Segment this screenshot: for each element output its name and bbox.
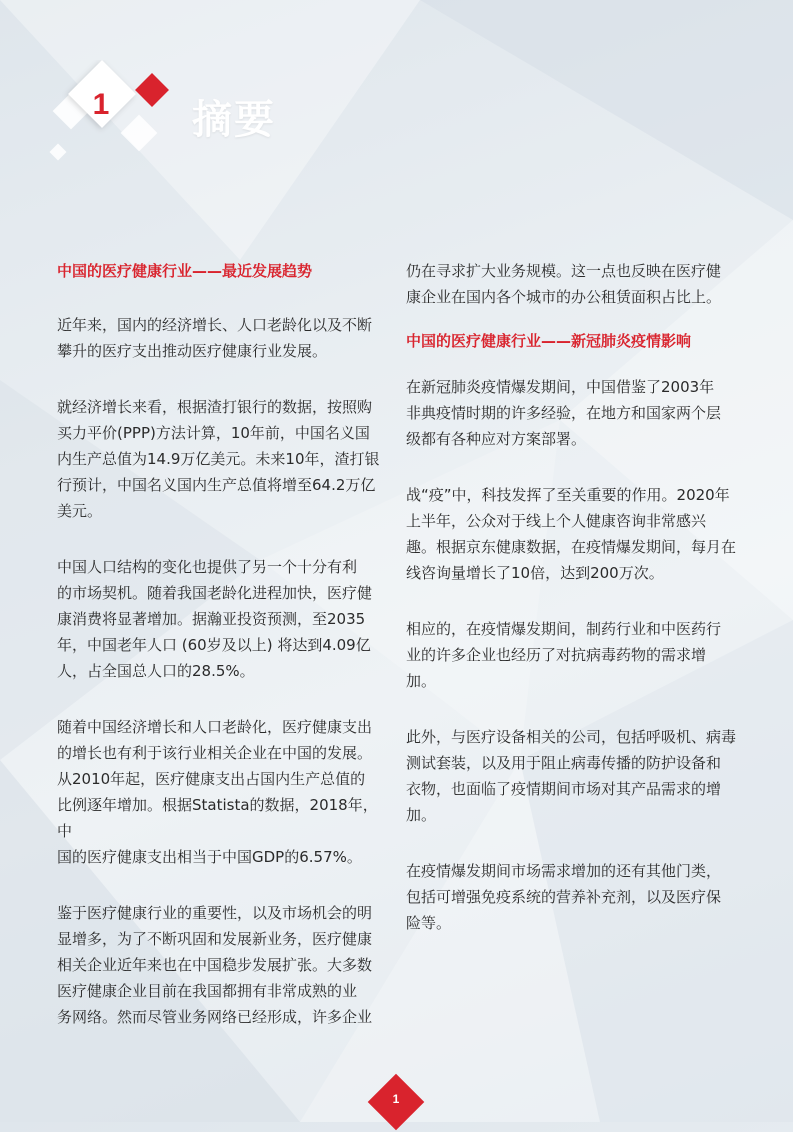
paragraph-continuation: 仍在寻求扩大业务规模。这一点也反映在医疗健 康企业在国内各个城市的办公租赁面积占比上。 xyxy=(406,262,722,306)
paragraph: 此外，与医疗设备相关的公司，包括呼吸机、病毒 测试套装，以及用于阻止病毒传播的防护设备和 衣物，也面临了疫情期间市场对其产品需求的增 加。 xyxy=(406,728,737,824)
left-column xyxy=(57,258,387,1030)
paragraph: 在新冠肺炎疫情爆发期间，中国借鉴了2003年 非典疫情时期的许多经验，在地方和国家两个层 级都有各种应对方案部署。 xyxy=(406,378,722,448)
section-title-covid: 中国的医疗健康行业——新冠肺炎疫情影响 xyxy=(406,332,692,350)
chapter-number: 1 xyxy=(92,88,110,121)
page-title: 摘要 xyxy=(192,97,276,143)
paragraph: 鉴于医疗健康行业的重要性，以及市场机会的明 显增多，为了不断巩固和发展新业务，医疗健康 相关企业近年来也在中国稳步发展扩张。大多数 医疗健康企业目前在我国都拥有非常成熟的业 务网络。然而尽管业务网络已经形成，许多企业 xyxy=(57,904,373,1026)
section-title-trends: 中国的医疗健康行业——最近发展趋势 xyxy=(57,262,313,280)
page-number: 1 xyxy=(392,1092,400,1106)
paragraph: 近年来，国内的经济增长、人口老龄化以及不断 攀升的医疗支出推动医疗健康行业发展。 xyxy=(57,316,373,360)
paragraph: 中国人口结构的变化也提供了另一个十分有利 的市场契机。随着我国老龄化进程加快，医疗健 康消费将显著增加。据瀚亚投资预测，至2035 年，中国老年人口 (60岁及以上) 将达到4.09亿 人，占全国总人口的28.5%。 xyxy=(57,558,373,680)
paragraph: 战“疫”中，科技发挥了至关重要的作用。2020年 上半年，公众对于线上个人健康咨询非常感兴 趣。根据京东健康数据，在疫情爆发期间，每月在 线咨询量增长了10倍，达到200万次。 xyxy=(406,486,737,582)
chapter-badge-graphic xyxy=(40,60,340,170)
paragraph: 就经济增长来看，根据渣打银行的数据，按照购 买力平价(PPP)方法计算，10年前，中国名义国 内生产总值为14.9万亿美元。未来10年，渣打银 行预计，中国名义国内生产总值将增至64.2万亿 美元。 xyxy=(57,398,380,520)
paragraph: 相应的，在疫情爆发期间，制药行业和中医药行 业的许多企业也经历了对抗病毒药物的需求增 加。 xyxy=(406,620,722,690)
paragraph: 随着中国经济增长和人口老龄化，医疗健康支出 的增长也有利于该行业相关企业在中国的发展。 从2010年起，医疗健康支出占国内生产总值的 比例逐年增加。根据Statista的数据，2018年，中 国的医疗健康支出相当于中国GDP的6.57%。 xyxy=(57,718,378,866)
right-column xyxy=(406,258,741,936)
paragraph: 在疫情爆发期间市场需求增加的还有其他门类， 包括可增强免疫系统的营养补充剂，以及医疗保 险等。 xyxy=(406,862,722,932)
